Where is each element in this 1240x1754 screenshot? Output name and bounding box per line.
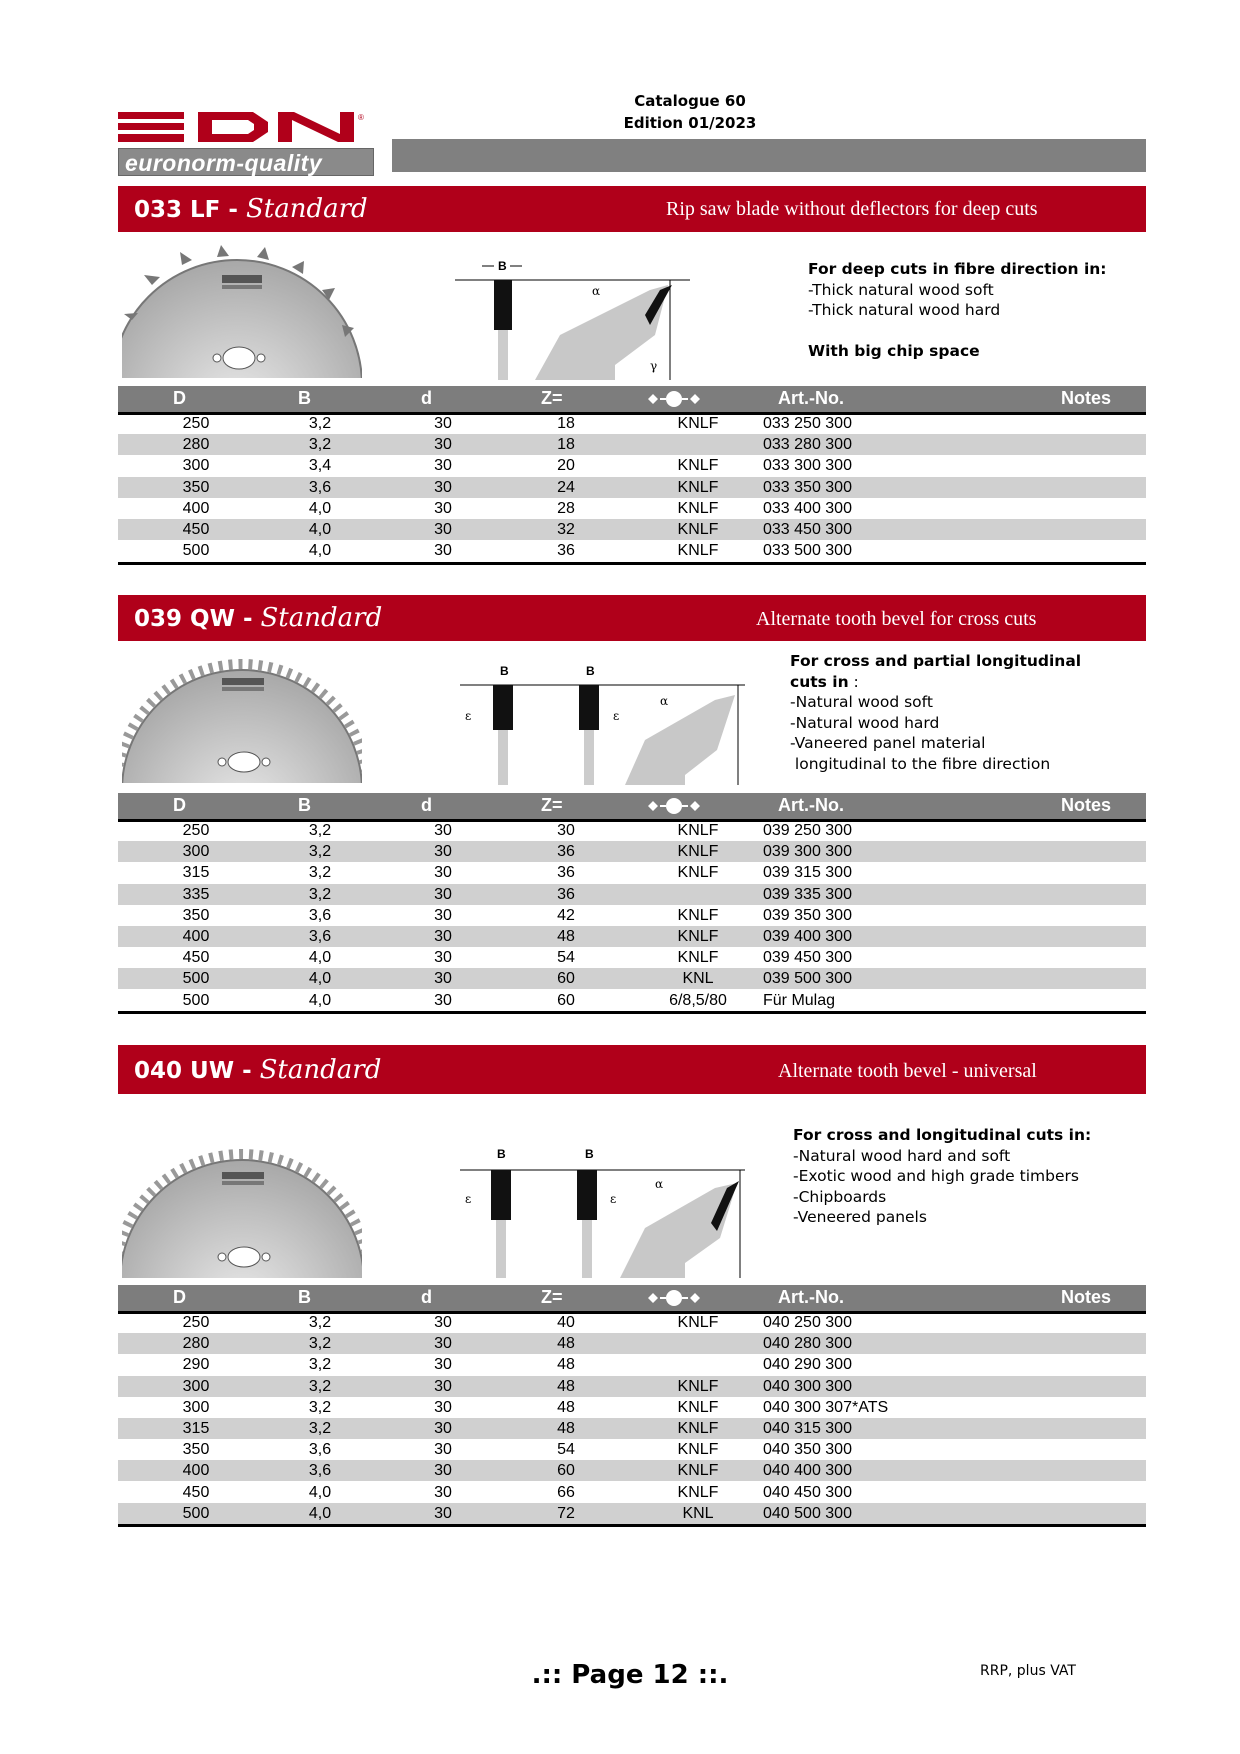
application-info xyxy=(808,259,1107,362)
table-cell: 039 250 300 xyxy=(763,822,852,839)
table-cell: 18 xyxy=(557,436,575,454)
table-cell: 30 xyxy=(434,1377,452,1395)
table-cell: 54 xyxy=(557,1441,575,1459)
table-cell: 3,2 xyxy=(308,1356,332,1374)
col-header-D: D xyxy=(173,1287,186,1307)
table-cell: 3,2 xyxy=(308,1420,332,1437)
table-cell: 48 xyxy=(557,928,575,945)
tooth-geometry-diagram xyxy=(450,255,710,380)
table-cell: 280 xyxy=(182,436,210,454)
info-line: -Vaneered panel material xyxy=(790,734,986,752)
svg-text:α: α xyxy=(660,694,669,708)
svg-text:B: B xyxy=(497,1147,506,1161)
table-row xyxy=(118,1397,1146,1418)
section-band-033 xyxy=(118,186,1146,232)
table-cell: 30 xyxy=(434,1504,452,1522)
table-cell: 30 xyxy=(434,949,452,967)
table-cell: KNLF xyxy=(677,415,719,432)
table-cell: 36 xyxy=(557,542,575,560)
section-band-040 xyxy=(118,1045,1146,1094)
svg-text:B: B xyxy=(585,1147,594,1161)
table-cell: 3,2 xyxy=(308,436,332,454)
info-spacer xyxy=(808,321,1107,342)
table-cell: 30 xyxy=(434,1441,452,1459)
table-row xyxy=(118,990,1146,1011)
section-description: Alternate tooth bevel - universal xyxy=(778,1060,1037,1082)
table-cell: KNLF xyxy=(677,864,719,882)
table-cell: 30 xyxy=(434,521,452,538)
table-cell: 3,6 xyxy=(308,1441,332,1459)
table-cell: 500 xyxy=(182,1504,210,1522)
table-cell: 033 250 300 xyxy=(763,415,852,432)
table-cell: 60 xyxy=(557,970,575,988)
table-cell: 400 xyxy=(182,928,210,945)
table-row xyxy=(118,862,1146,883)
table-cell: 4,0 xyxy=(308,499,332,517)
table-cell: 3,6 xyxy=(308,1462,332,1480)
table-cell: 039 350 300 xyxy=(763,906,852,924)
table-cell: 66 xyxy=(557,1483,575,1501)
table-row xyxy=(118,841,1146,862)
table-cell: 3,2 xyxy=(308,885,332,903)
table-row xyxy=(118,1376,1146,1397)
table-cell: 3,2 xyxy=(308,1398,332,1416)
table-row xyxy=(118,968,1146,989)
svg-text:B: B xyxy=(500,664,509,678)
table-cell: Für Mulag xyxy=(763,991,836,1009)
table-cell: 350 xyxy=(182,1441,210,1459)
col-header-notes: Notes xyxy=(1061,795,1112,815)
table-cell: 30 xyxy=(434,1335,452,1353)
table-cell: 450 xyxy=(182,521,210,538)
table-row xyxy=(118,1439,1146,1460)
table-cell: KNLF xyxy=(677,499,719,517)
table-cell: 250 xyxy=(182,415,210,432)
table-cell: KNLF xyxy=(677,1462,719,1480)
table-cell: 350 xyxy=(182,906,210,924)
table-cell: KNLF xyxy=(677,822,719,839)
table-cell: 3,2 xyxy=(308,1335,332,1353)
table-cell: 3,2 xyxy=(308,1377,332,1395)
table-cell: 48 xyxy=(557,1398,575,1416)
table-cell: KNLF xyxy=(677,457,719,475)
table-row xyxy=(118,1333,1146,1354)
table-cell: 039 500 300 xyxy=(763,970,852,988)
col-header-d: d xyxy=(421,795,432,815)
table-cell: 4,0 xyxy=(308,949,332,967)
col-header-B: B xyxy=(298,1287,311,1307)
table-cell: 250 xyxy=(182,1314,210,1331)
info-line: -Chipboards xyxy=(793,1187,887,1206)
table-cell: 30 xyxy=(434,843,452,861)
table-cell: 30 xyxy=(434,864,452,882)
table-rule xyxy=(118,1011,1146,1014)
table-cell: 033 300 300 xyxy=(763,457,852,475)
table-cell: 040 400 300 xyxy=(763,1462,852,1480)
table-row xyxy=(118,905,1146,926)
col-header-d: d xyxy=(421,388,432,408)
table-cell: 30 xyxy=(434,822,452,839)
table-row xyxy=(118,1482,1146,1503)
table-cell: 24 xyxy=(557,478,575,496)
table-cell: 30 xyxy=(434,1356,452,1374)
table-cell: KNLF xyxy=(677,478,719,496)
page-number: .:: Page 12 ::. xyxy=(531,1660,729,1690)
table-cell: 30 xyxy=(434,1483,452,1501)
table-row xyxy=(118,1354,1146,1375)
svg-text:α: α xyxy=(655,1177,664,1191)
table-cell: KNLF xyxy=(677,1441,719,1459)
table-cell: KNLF xyxy=(677,1483,719,1501)
table-cell: 450 xyxy=(182,949,210,967)
edn-logo xyxy=(118,110,388,144)
table-cell: 30 xyxy=(434,906,452,924)
table-cell: 400 xyxy=(182,499,210,517)
table-cell: 30 xyxy=(434,1314,452,1331)
table-cell: 4,0 xyxy=(308,521,332,538)
svg-text:B: B xyxy=(586,664,595,678)
info-line: -Thick natural wood soft xyxy=(808,280,994,299)
table-cell: 040 290 300 xyxy=(763,1356,852,1374)
table-cell: 3,6 xyxy=(308,478,332,496)
table-cell: 315 xyxy=(182,864,210,882)
tooth-geometry-diagram xyxy=(455,1143,770,1278)
table-cell: 30 xyxy=(434,457,452,475)
info-line: -Natural wood soft xyxy=(790,693,933,711)
col-header-notes: Notes xyxy=(1061,388,1112,408)
table-cell: 4,0 xyxy=(308,991,332,1009)
table-cell: 30 xyxy=(434,991,452,1009)
table-cell: 300 xyxy=(182,1398,210,1416)
table-cell: KNL xyxy=(682,970,714,988)
table-cell: 36 xyxy=(557,843,575,861)
table-cell: 3,4 xyxy=(308,457,332,475)
info-line: -Exotic wood and high grade timbers xyxy=(793,1167,1079,1185)
col-header-art: Art.-No. xyxy=(778,795,844,815)
section-title: 033 LF - Standard xyxy=(134,194,368,224)
col-header-notes: Notes xyxy=(1061,1287,1112,1307)
application-info xyxy=(790,651,1081,774)
table-cell: 18 xyxy=(557,415,575,432)
table-row xyxy=(118,1312,1146,1333)
table-cell: 040 300 307*ATS xyxy=(763,1398,889,1416)
table-row xyxy=(118,498,1146,519)
table-header xyxy=(118,386,1146,412)
table-cell: KNL xyxy=(682,1504,714,1522)
table-cell: 48 xyxy=(557,1377,575,1395)
table-cell: 040 350 300 xyxy=(763,1441,852,1459)
table-cell: 450 xyxy=(182,1483,210,1501)
table-cell: 3,2 xyxy=(308,822,332,839)
table-cell: 60 xyxy=(557,1462,575,1480)
edition-label: Edition 01/2023 xyxy=(623,114,757,132)
catalogue-header xyxy=(560,90,820,134)
table-cell: 30 xyxy=(557,822,575,839)
svg-text:ε: ε xyxy=(465,1192,472,1206)
table-cell: 36 xyxy=(557,885,575,903)
table-cell: 30 xyxy=(434,1462,452,1480)
application-info xyxy=(793,1125,1091,1228)
table-header xyxy=(118,793,1146,819)
table-cell: 60 xyxy=(557,991,575,1009)
table-cell: 30 xyxy=(434,542,452,560)
table-cell: 040 500 300 xyxy=(763,1504,852,1522)
table-cell: KNLF xyxy=(677,542,719,560)
table-cell: 3,6 xyxy=(308,928,332,945)
svg-text:B: B xyxy=(498,259,507,273)
table-cell: KNLF xyxy=(677,843,719,861)
table-row xyxy=(118,1503,1146,1524)
table-cell: 48 xyxy=(557,1335,575,1353)
svg-text:®: ® xyxy=(358,113,364,122)
table-row xyxy=(118,455,1146,476)
table-cell: 300 xyxy=(182,457,210,475)
table-cell: 039 335 300 xyxy=(763,885,852,903)
col-header-d: d xyxy=(421,1287,432,1307)
svg-text:ε: ε xyxy=(610,1192,617,1206)
info-line: For deep cuts in fibre direction in: xyxy=(808,260,1107,278)
table-cell: 30 xyxy=(434,436,452,454)
section-description: Rip saw blade without deflectors for deep cuts xyxy=(666,198,1038,220)
table-header xyxy=(118,1285,1146,1311)
table-cell: KNLF xyxy=(677,1314,719,1331)
section-title: 039 QW - Standard xyxy=(134,603,383,633)
table-cell: 32 xyxy=(557,521,575,538)
table-cell: 20 xyxy=(557,457,575,475)
info-line: -Natural wood hard and soft xyxy=(793,1146,1011,1165)
col-header-Z: Z= xyxy=(541,1287,563,1307)
tooth-shape-icon xyxy=(646,1288,702,1313)
table-cell: 3,2 xyxy=(308,843,332,861)
table-cell: 300 xyxy=(182,1377,210,1395)
table-rule xyxy=(118,1524,1146,1527)
table-cell: KNLF xyxy=(677,1377,719,1395)
col-header-Z: Z= xyxy=(541,388,563,408)
table-cell: 4,0 xyxy=(308,542,332,560)
info-line: With big chip space xyxy=(808,342,980,360)
table-cell: 3,2 xyxy=(308,864,332,882)
table-cell: 3,2 xyxy=(308,1314,332,1331)
table-cell: 3,6 xyxy=(308,906,332,924)
table-cell: 30 xyxy=(434,970,452,988)
table-cell: 36 xyxy=(557,864,575,882)
saw-blade-image xyxy=(122,245,362,378)
table-cell: 033 350 300 xyxy=(763,478,852,496)
table-cell: 30 xyxy=(434,1398,452,1416)
table-row xyxy=(118,540,1146,561)
info-line: For cross and longitudinal cuts in: xyxy=(793,1126,1092,1144)
table-cell: 290 xyxy=(182,1356,210,1374)
table-cell: 033 500 300 xyxy=(763,542,852,560)
header-grey-bar xyxy=(392,139,1146,172)
tooth-geometry-diagram xyxy=(455,660,770,785)
table-cell: 6/8,5/80 xyxy=(669,991,727,1009)
table-cell: KNLF xyxy=(677,928,719,945)
table-row xyxy=(118,884,1146,905)
table-cell: 54 xyxy=(557,949,575,967)
svg-text:ε: ε xyxy=(613,709,620,723)
table-cell: 039 300 300 xyxy=(763,843,852,861)
table-cell: 040 280 300 xyxy=(763,1335,852,1353)
col-header-art: Art.-No. xyxy=(778,388,844,408)
catalogue-number: Catalogue 60 xyxy=(634,92,746,110)
saw-blade-image xyxy=(122,650,362,783)
tooth-shape-icon xyxy=(646,389,702,414)
col-header-Z: Z= xyxy=(541,795,563,815)
table-cell: 30 xyxy=(434,1420,452,1437)
saw-blade-image xyxy=(122,1132,362,1278)
col-header-B: B xyxy=(298,388,311,408)
table-cell: KNLF xyxy=(677,1420,719,1437)
table-cell: 30 xyxy=(434,415,452,432)
info-line: -Thick natural wood hard xyxy=(808,301,1001,319)
info-line: cuts in : xyxy=(790,672,859,691)
table-cell: 039 400 300 xyxy=(763,928,852,945)
col-header-B: B xyxy=(298,795,311,815)
table-cell: 033 280 300 xyxy=(763,436,852,454)
table-cell: 039 315 300 xyxy=(763,864,852,882)
svg-text:γ: γ xyxy=(650,359,658,373)
table-row xyxy=(118,434,1146,455)
table-cell: 4,0 xyxy=(308,1483,332,1501)
table-cell: 500 xyxy=(182,970,210,988)
table-cell: KNLF xyxy=(677,906,719,924)
table-cell: 3,2 xyxy=(308,415,332,432)
section-description: Alternate tooth bevel for cross cuts xyxy=(756,608,1037,630)
table-cell: 040 300 300 xyxy=(763,1377,852,1395)
svg-text:ε: ε xyxy=(465,709,472,723)
table-row xyxy=(118,820,1146,841)
table-cell: 033 400 300 xyxy=(763,499,852,517)
table-row xyxy=(118,947,1146,968)
table-cell: 72 xyxy=(557,1504,575,1522)
info-line: longitudinal to the fibre direction xyxy=(790,754,1051,773)
table-cell: 4,0 xyxy=(308,970,332,988)
col-header-D: D xyxy=(173,795,186,815)
table-cell: 500 xyxy=(182,542,210,560)
table-cell: 40 xyxy=(557,1314,575,1331)
section-band-039 xyxy=(118,595,1146,641)
table-cell: KNLF xyxy=(677,521,719,538)
section-title: 040 UW - Standard xyxy=(134,1055,382,1085)
table-cell: 4,0 xyxy=(308,1504,332,1522)
table-cell: 300 xyxy=(182,843,210,861)
table-cell: 30 xyxy=(434,499,452,517)
info-line: For cross and partial longitudinal xyxy=(790,652,1082,670)
table-row xyxy=(118,1418,1146,1439)
table-cell: 040 250 300 xyxy=(763,1314,852,1331)
table-rule xyxy=(118,562,1146,565)
table-cell: KNLF xyxy=(677,1398,719,1416)
info-line: -Veneered panels xyxy=(793,1208,927,1226)
table-cell: 30 xyxy=(434,885,452,903)
table-cell: 280 xyxy=(182,1335,210,1353)
table-cell: 315 xyxy=(182,1420,210,1437)
table-row xyxy=(118,413,1146,434)
table-cell: 500 xyxy=(182,991,210,1009)
table-cell: 30 xyxy=(434,478,452,496)
col-header-art: Art.-No. xyxy=(778,1287,844,1307)
table-row xyxy=(118,926,1146,947)
table-row xyxy=(118,1460,1146,1481)
table-cell: 040 315 300 xyxy=(763,1420,852,1437)
svg-text:α: α xyxy=(592,284,601,298)
table-cell: 039 450 300 xyxy=(763,949,852,967)
table-cell: 28 xyxy=(557,499,575,517)
col-header-D: D xyxy=(173,388,186,408)
info-line: -Natural wood hard xyxy=(790,713,940,732)
table-cell: 48 xyxy=(557,1420,575,1437)
table-cell: 48 xyxy=(557,1356,575,1374)
table-cell: 350 xyxy=(182,478,210,496)
table-cell: 335 xyxy=(182,885,210,903)
price-note: RRP, plus VAT xyxy=(980,1663,1076,1679)
logo-tagline: euronorm-quality xyxy=(118,148,374,176)
table-cell: 30 xyxy=(434,928,452,945)
table-cell: 42 xyxy=(557,906,575,924)
table-cell: 250 xyxy=(182,822,210,839)
table-row xyxy=(118,519,1146,540)
table-cell: KNLF xyxy=(677,949,719,967)
table-cell: 040 450 300 xyxy=(763,1483,852,1501)
tooth-shape-icon xyxy=(646,796,702,821)
table-cell: 400 xyxy=(182,1462,210,1480)
table-row xyxy=(118,477,1146,498)
table-cell: 033 450 300 xyxy=(763,521,852,538)
